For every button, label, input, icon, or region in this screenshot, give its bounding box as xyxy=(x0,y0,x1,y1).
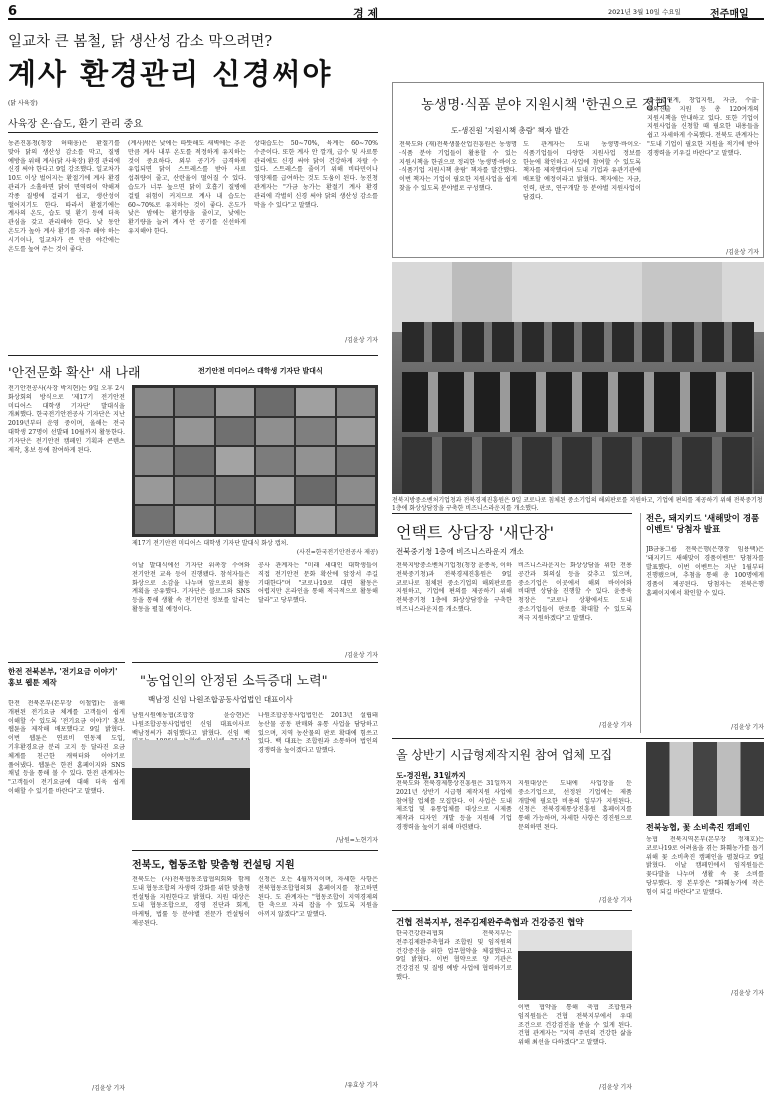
consult-title: 언택트 상담장 '새단장' xyxy=(396,523,555,542)
policy-title: 농생명·식품 분야 지원시책 '한권으로 정리' xyxy=(421,97,672,113)
safety-col-3: 공사 관계자는 "미래 세대인 대학생들이 직접 전기안전 문화 확산에 앞장서 주길 기대한다"며 "코로나19로 대면 활동은 어렵지만 온라인을 통해 적극적으로 활동해 달라"고 당부했다. xyxy=(258,562,378,605)
hourly-col-1: 전북도와 전북경제통상진흥원은 31일까지 2021년 상반기 시급형 제작지원 사업에 참여할 업체를 모집한다. 이 사업은 도내 제조업 및 유통업체를 대상으로 시제품 제작과 디자인 개발 등을 지원해 기업 경쟁력을 높이기 위해 마련됐다. xyxy=(396,780,512,831)
lead-byline: /김윤상 기자 xyxy=(345,337,378,344)
safety-col-1: 전기안전공사(사장 박지현)는 9일 오후 2시 화상회의 방식으로 '제17기 전기안전 미디어스 대학생 기자단' 발대식을 개최했다. 한국전기안전공사 기자단은 지난 2019년부터 운영 중이며, 올해는 전국 대학생 27명이 선발돼 10월까지 활동한다. 기자단은 전기안전 캠페인 기획과 콘텐츠 제작, 홍보 등에 참여하게 된다. xyxy=(8,385,125,454)
safety-byline: /김윤상 기자 xyxy=(345,652,378,659)
group-photo-caption: 전북지방중소벤처기업청과 전북경제진흥원은 9일 코로나로 침체된 중소기업의 해외판로를 지원하고, 기업에 편의를 제공하기 위해 전북중기청 1층에 화상상담장을 구축한 비즈니스라운지를 개소했다. xyxy=(392,497,763,513)
group-photo xyxy=(392,262,764,494)
lead-subhead: 사육장 온·습도, 환기 관리 중요 xyxy=(8,119,143,130)
health-col-1: 한국건강관리협회 전북지부는 전주김제완주축협과 조합원 및 임직원의 건강증진을 위한 업무협약을 체결했다고 9일 밝혔다. 이번 협약으로 양 기관은 건강검진 및 질병 예방 사업에 협력하기로 했다. xyxy=(396,930,512,981)
bokdo-col-1: 전북도는 (사)전북협동조합협의회와 함께 도내 협동조합의 자생력 강화를 위한 맞춤형 컨설팅을 지원한다고 밝혔다. 지원 대상은 도내 협동조합으로, 경영 진단과 회계, 마케팅, 법률 등 분야별 전문가 컨설팅이 제공된다. xyxy=(132,876,250,927)
policy-col-2: 도 관계자는 도내 농생명·바이오·식품기업들이 다양한 지원사업 정보를 한눈에 확인하고 사업에 참여할 수 있도록 책자를 제작했다며 도내 기업과 유관기관에 배포할 예정이라고 밝혔다. 책자에는 자금, 인력, 판로, 연구개발 등 분야별 지원사업이 담겼다. xyxy=(523,141,641,201)
policy-box xyxy=(392,82,764,258)
flower-title: 전북농협, 꽃 소비촉진 캠페인 xyxy=(646,823,751,832)
farmer-title: "농업인의 안정된 소득증대 노력" xyxy=(140,674,328,689)
lead-col-3: 상대습도는 50~70%, 육계는 60~70% 수준이다. 또한 계사 안 깔개, 급수 및 사료통 관리에도 신경 써야 닭이 건강하게 자랄 수 있다. 스트레스를 줄이기 위해 비타민이나 영양제를 급여하는 것도 도움이 된다. 농진청 관계자는 "가금 농가는 환절기 계사 환경 관리에 각별히 신경 써야 닭의 생산성 감소를 막을 수 있다"고 말했다. xyxy=(254,140,378,209)
hourly-byline: /김윤상 기자 xyxy=(599,897,632,904)
flower-byline: /김윤상 기자 xyxy=(731,990,764,997)
consult-col-2: 비즈니스라운지는 화상상담을 위한 전용 공간과 회의실 등을 갖추고 있으며, 중소기업은 이곳에서 해외 바이어와 비대면 상담을 진행할 수 있다. 윤종욱 청장은 "코로나 상황에서도 도내 중소기업들이 판로를 확대할 수 있도록 적극 지원하겠다"고 말했다. xyxy=(518,562,632,622)
safety-photo xyxy=(132,385,378,537)
lead-credit: (닭 사육장) xyxy=(8,100,38,107)
lead-col-1: 농촌진흥청(청장 허태웅)은 환절기를 맞아 닭의 생산성 감소를 막고, 질병 예방을 위해 계사(닭 사육장) 환경 관리에 신경 써야 한다고 9일 강조했다. 일교차가 10도 이상 벌어지는 환절기에 계사 환경 관리가 소홀하면 닭이 면역력이 약해져 각종 질병에 걸리기 쉽고, 생산성이 떨어지기도 한다. 따라서 환절기에는 계사의 온도, 습도 및 환기 등에 더욱 관심을 갖고 관리해야 한다. 낮 동안 온도가 높아 계사 환기를 자주 해야 하는 시기이나, 일교차가 큰 만큼 야간에는 온도를 높여 주는 것이 좋다. xyxy=(8,140,120,253)
issue-date: 2021년 3월 10일 수요일 xyxy=(608,8,681,16)
policy-col-1: 전북도와 (재)전북생물산업진흥원은 농생명·식품 분야 기업들이 활용할 수 있는 지원시책을 한권으로 정리한 '농생명·바이오·식품기업 지원시책 총람' 책자를 발간했다. 이번 책자는 기업이 필요한 지원사업을 쉽게 찾을 수 있도록 분야별로 구성했다. xyxy=(399,141,517,192)
pig-byline: /김윤상 기자 xyxy=(731,724,764,731)
safety-col-2: 이날 발대식에선 기자단 위촉장 수여와 전기안전 교육 등이 진행됐다. 참석자들은 화상으로 소감을 나누며 앞으로의 활동 계획을 공유했다. 기자단은 블로그와 SNS 등을 통해 생활 속 전기안전 정보를 알리는 활동을 펼칠 예정이다. xyxy=(132,562,250,613)
farmer-photo xyxy=(132,740,250,820)
policy-subhead: 도-생진원 '지원시책 총람' 책자 발간 xyxy=(451,126,569,135)
policy-col-3: 생·취업연계, 창업지원, 자금, 수출·해외진출 지원 등 총 120여개의 지원시책을 안내하고 있다. 또한 기업이 지원사업을 신청할 때 필요한 내용들을 쉽고 자세하게 수록했다. 전북도 관계자는 "도내 기업이 필요한 지원을 적기에 받아 경쟁력을 키우길 바란다"고 말했다. xyxy=(647,97,759,157)
section-name: 경 제 xyxy=(353,7,379,20)
bokdo-byline: /유효상 기자 xyxy=(345,1082,378,1089)
flower-body: 농협 전북지역본부(본부장 정재호)는 코로나19로 어려움을 겪는 화훼농가를 돕기 위해 꽃 소비촉진 캠페인을 펼쳤다고 9일 밝혔다. 이날 캠페인에서 임직원들은 꽃다발을 나누며 생활 속 꽃 소비를 당부했다. 정 본부장은 "화훼농가에 작은 힘이 되길 바란다"고 말했다. xyxy=(646,836,764,896)
safety-subhead: 전기안전 미디어스 대학생 기자단 발대식 xyxy=(198,367,323,375)
farmer-byline: /남원=노현기자 xyxy=(336,837,378,844)
safety-title: '안전문화 확산' 새 나래 xyxy=(8,366,141,381)
flower-photo xyxy=(646,742,764,816)
farmer-subhead: 백남정 신임 나원조합공동사업법인 대표이사 xyxy=(148,695,293,704)
safety-photo-caption: 제17기 전기안전 미디어스 대학생 기자단 발대식 화상 캡처. xyxy=(132,540,289,547)
policy-byline: /김윤상 기자 xyxy=(726,249,759,256)
hourly-title: 올 상반기 시급형제작지원 참여 업체 모집 xyxy=(396,748,613,762)
health-title: 건협 전북지부, 전주김제완주축협과 건강증진 협약 xyxy=(396,918,584,928)
page-header xyxy=(8,4,764,20)
hanjeon-title: 한전 전북본부, '전기요금 이야기' 홍보 웹툰 제작 xyxy=(8,667,118,688)
health-byline: /김윤상 기자 xyxy=(599,1084,632,1091)
consult-byline: /김윤상 기자 xyxy=(599,722,632,729)
bokdo-title: 전북도, 협동조합 맞춤형 컨설팅 지원 xyxy=(132,860,295,871)
safety-photo-source: (사진=한국전기안전공사 제공) xyxy=(296,549,378,556)
lead-headline: 계사 환경관리 신경써야 xyxy=(8,57,333,91)
hourly-col-2: 지원대상은 도내에 사업장을 둔 중소기업으로, 선정된 기업에는 제품 개발에 필요한 비용의 일부가 지원된다. 신청은 전북경제통상진흥원 홈페이지를 통해 가능하며, 자세한 사항은 경진원으로 문의하면 된다. xyxy=(518,780,632,831)
paper-name: 전주매일 xyxy=(710,9,749,20)
lead-kicker: 일교차 큰 봄철, 닭 생산성 감소 막으려면? xyxy=(8,34,273,50)
health-photo xyxy=(518,930,632,1000)
page-number: 6 xyxy=(8,4,18,19)
lead-col-2: (계사)밖은 낮에는 따뜻해도 새벽에는 추운 만큼 계사 내부 온도를 적정하게 유지하는 것이 중요하다. 외부 공기가 급격하게 유입되면 닭이 스트레스를 받아 사료 섭취량이 줄고, 산란율이 떨어질 수 있다. 습도가 너무 높으면 닭이 호흡기 질병에 걸릴 위험이 커지므로 계사 내 습도는 60~70%로 유지하는 것이 좋다. 온도가 낮은 밤에는 환기량을 줄이고, 낮에는 환기량을 늘려 계사 안 공기를 신선하게 유지해야 한다. xyxy=(128,140,246,235)
hanjeon-body: 한전 전북본부(본부장 이철엽)는 올해 개편된 전기요금 체계를 고객들이 쉽게 이해할 수 있도록 '전기요금 이야기' 홍보 웹툰을 제작해 배포했다고 9일 밝혔다. 이번 웹툰은 연료비 연동제 도입, 기후환경요금 분리 고지 등 달라진 요금 체계를 친근한 캐릭터와 이야기로 풀어냈다. 웹툰은 한전 홈페이지와 SNS 채널 등을 통해 볼 수 있다. 한전 관계자는 "고객들이 전기요금에 대해 더욱 쉽게 이해할 수 있기를 바란다"고 말했다. xyxy=(8,700,125,795)
bokdo-col-2: 신청은 오는 4월까지이며, 자세한 사항은 전북협동조합협의회 홈페이지를 참고하면 된다. 도 관계자는 "협동조합이 지역경제의 한 축으로 자리 잡을 수 있도록 지원을 아끼지 않겠다"고 말했다. xyxy=(258,876,378,919)
farmer-col-1: 남원시원예농협(조합장 윤승현)은 나원조합공동사업법인 신임 대표이사로 백남정씨가 취임했다고 밝혔다. 신임 백 xyxy=(132,712,250,737)
hourly-subhead: 도-경진원, 31일까지 xyxy=(396,771,466,780)
pig-title: 전은, 돼지키드 '새해맞이 경품이벤트' 당첨자 발표 xyxy=(646,514,760,536)
consult-subhead: 전북중기청 1층에 비즈니스라운지 개소 xyxy=(396,547,524,556)
farmer-col-2: 나원조합공동사업법인은 2013년 설립돼 농산물 공동 판매와 유통 사업을 담당하고 있으며, 지역 농산물의 판로 확대에 힘쓰고 있다. 백 대표는 조합원과 소통하며 법인의 경쟁력을 높이겠다고 말했다. xyxy=(258,712,378,755)
pig-body: JB금융그룹 전북은행(은행장 임용택)은 '돼지키드 새해맞이 경품이벤트' 당첨자를 발표했다. 이번 이벤트는 지난 1월부터 진행됐으며, 추첨을 통해 총 100명에게 경품이 제공된다. 당첨자는 전북은행 홈페이지에서 확인할 수 있다. xyxy=(646,546,764,597)
consult-col-1: 전북지방중소벤처기업청(청장 윤종욱, 이하 전북중기청)과 전북경제진흥원은 9일 코로나로 침체된 중소기업의 해외판로를 지원하고, 기업에 편의를 제공하기 위해 전북중기청 1층에 화상상담장을 구축한 비즈니스라운지를 개소했다. xyxy=(396,562,512,613)
hanjeon-byline: /김윤상 기자 xyxy=(92,1085,125,1092)
health-col-2: 이번 협약을 통해 축협 조합원과 임직원들은 건협 전북지부에서 우대 조건으로 건강검진을 받을 수 있게 된다. 건협 관계자는 "지역 주민의 건강한 삶을 위해 최선을 다하겠다"고 말했다. xyxy=(518,1004,632,1047)
